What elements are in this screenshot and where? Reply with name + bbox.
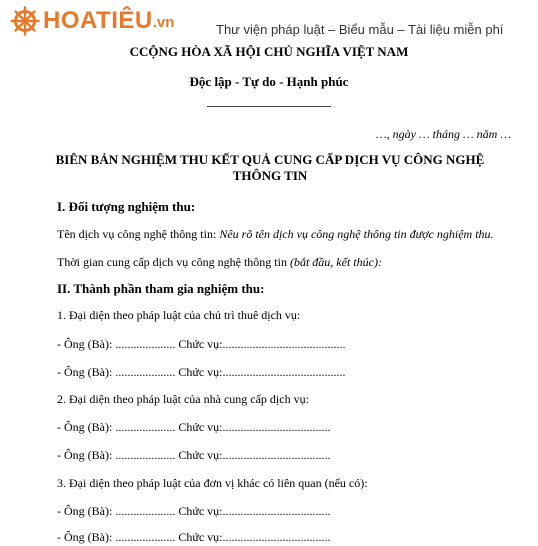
group-1-label: 1. Đại diện theo pháp luật của chủ trì thuê dịch vụ: <box>57 308 301 322</box>
group-3-person-2: - Ông (Bà): .................... Chức vụ:.................................... <box>57 530 331 544</box>
group-1-person-2: - Ông (Bà): .................... Chức vụ:......................................... <box>57 365 346 379</box>
ship-wheel-icon <box>10 6 40 36</box>
group-3-person-1: - Ông (Bà): .................... Chức vụ:.................................... <box>57 504 331 518</box>
section-2-heading: II. Thành phần tham gia nghiệm thu: <box>57 281 265 296</box>
service-time-hint: (bắt đầu, kết thúc): <box>289 255 382 269</box>
site-header <box>0 0 538 40</box>
national-motto: Độc lập - Tự do - Hạnh phúc <box>189 74 349 89</box>
service-name-hint: Nêu rõ tên dịch vụ công nghệ thông tin được nghiệm thu. <box>219 227 494 241</box>
logo-suffix: .vn <box>152 14 175 31</box>
service-name-line <box>57 227 494 242</box>
service-time-line <box>57 255 382 270</box>
service-time-label: Thời gian cung cấp dịch vụ công nghệ thông tin <box>57 255 290 269</box>
site-logo[interactable] <box>10 4 174 38</box>
group-3-label: 3. Đại diện theo pháp luật của đơn vị khác có liên quan (nếu có): <box>57 476 368 490</box>
site-tagline: Thư viện pháp luật – Biểu mẫu – Tài liệu miễn phí <box>216 22 504 37</box>
group-2-person-1: - Ông (Bà): .................... Chức vụ:.................................... <box>57 420 331 434</box>
logo-brand: HOATIÊU <box>43 7 153 34</box>
national-title: CCỘNG HÒA XÃ HỘI CHỦ NGHĨA VIỆT NAM <box>129 44 409 59</box>
document-title: BIÊN BẢN NGHIỆM THU KẾT QUẢ CUNG CẤP DỊCH VỤ CÔNG NGHỆ THÔNG TIN <box>55 152 485 183</box>
date-line: …, ngày … tháng … năm … <box>375 127 511 141</box>
service-name-label: Tên dịch vụ công nghệ thông tin: <box>57 227 220 241</box>
group-1-person-1: - Ông (Bà): .................... Chức vụ:......................................... <box>57 337 346 351</box>
group-2-person-2: - Ông (Bà): .................... Chức vụ:.................................... <box>57 448 331 462</box>
motto-divider <box>207 106 331 107</box>
group-2-label: 2. Đại diện theo pháp luật của nhà cung cấp dịch vụ: <box>57 392 309 406</box>
section-1-heading: I. Đối tượng nghiệm thu: <box>57 199 196 214</box>
